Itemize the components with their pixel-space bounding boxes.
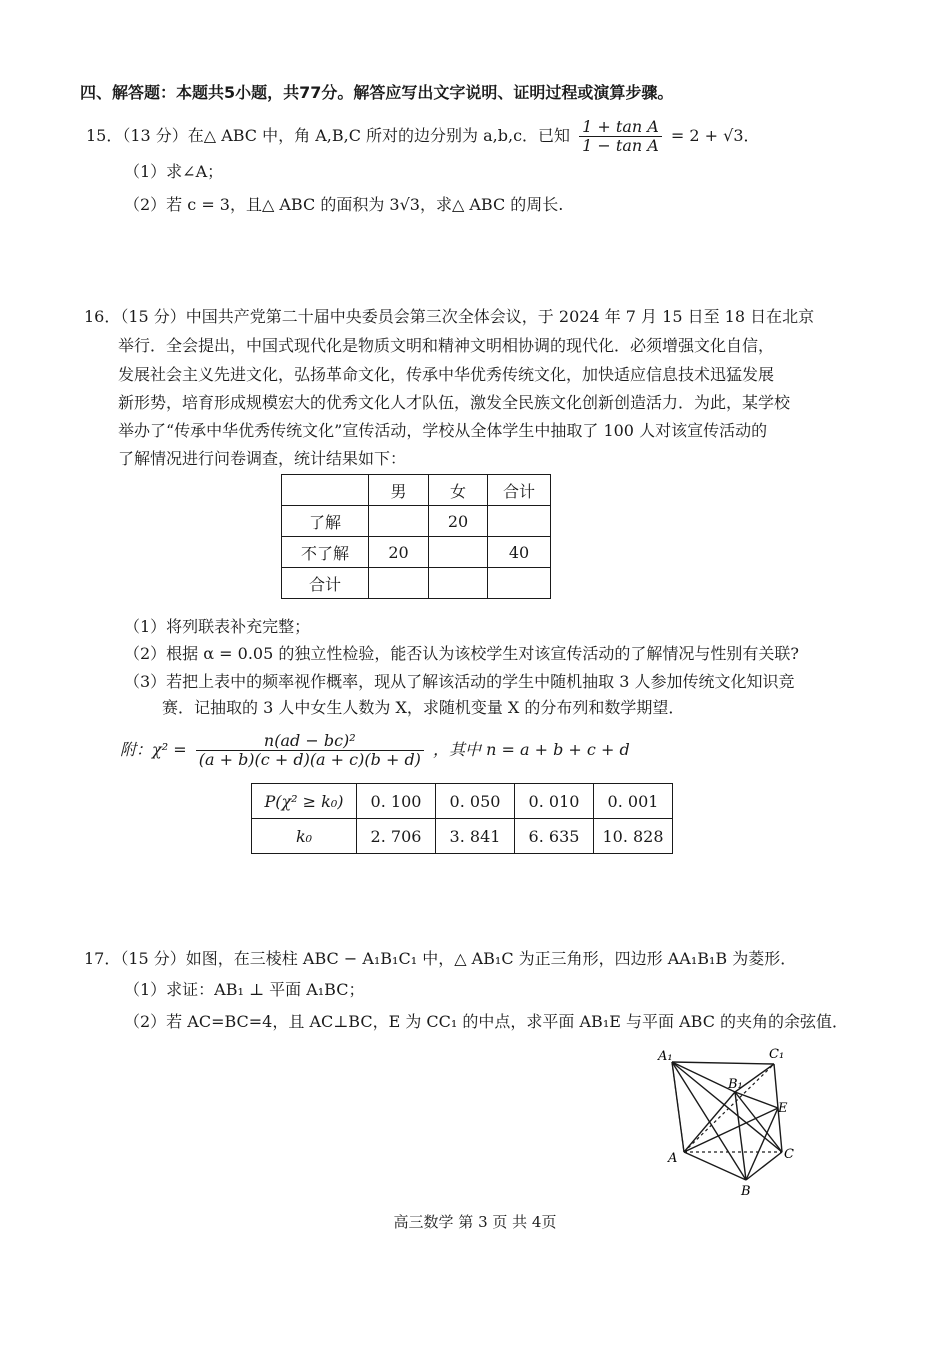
table-cell: 3. 841 — [436, 819, 515, 854]
table-cell: 40 — [488, 537, 551, 568]
contingency-table — [281, 474, 551, 599]
table-header-row — [282, 475, 551, 506]
formula-num: n(ad − bc)² — [196, 732, 424, 751]
table-cell: 了解 — [282, 506, 369, 537]
q16-line-4: 新形势，培育形成规模宏大的优秀文化人才队伍，激发全民族文化创新创造活力．为此，某学校 — [118, 393, 791, 412]
q16-part3b: 赛．记抽取的 3 人中女生人数为 X，求随机变量 X 的分布列和数学期望． — [162, 698, 685, 717]
q15-stem — [86, 118, 760, 155]
q15-fraction — [579, 118, 662, 155]
q16-line-1: 16．（15 分）中国共产党第二十届中央委员会第三次全体会议，于 2024 年 7 月 15 日至 18 日在北京 — [84, 307, 815, 326]
table-row — [252, 819, 673, 854]
table-cell: 10. 828 — [594, 819, 673, 854]
formula-fraction — [196, 732, 424, 769]
table-cell: 20 — [369, 537, 429, 568]
table-row — [282, 568, 551, 599]
table-header-cell — [282, 475, 369, 506]
table-header-cell: 合计 — [488, 475, 551, 506]
vertex-label-c: C — [784, 1147, 794, 1162]
vertex-label-b1: B₁ — [728, 1077, 743, 1092]
vertex-label-c1: C₁ — [769, 1047, 785, 1062]
table-row — [282, 506, 551, 537]
table-cell — [488, 568, 551, 599]
formula-tail: ，其中 n = a + b + c + d — [433, 740, 630, 759]
section-heading: 四、解答题：本题共5小题，共77分。解答应写出文字说明、证明过程或演算步骤。 — [80, 83, 674, 102]
q15-frac-num: 1 + tan A — [579, 118, 662, 137]
table-cell — [429, 537, 488, 568]
vertex-label-b: B — [741, 1184, 751, 1199]
vertex-label-a1: A₁ — [658, 1049, 673, 1064]
table-cell: 20 — [429, 506, 488, 537]
table-row — [252, 784, 673, 819]
q16-line-6: 了解情况进行问卷调查，统计结果如下： — [118, 449, 407, 468]
table-cell: k₀ — [252, 819, 357, 854]
q17-part1: （1）求证：AB₁ ⊥ 平面 A₁BC； — [124, 980, 365, 999]
table-row — [282, 537, 551, 568]
q16-part1: （1）将列联表补充完整； — [124, 617, 311, 636]
table-cell: 0. 001 — [594, 784, 673, 819]
table-cell: 6. 635 — [515, 819, 594, 854]
q17-stem: 17．（15 分）如图，在三棱柱 ABC − A₁B₁C₁ 中，△ AB₁C 为正三角形，四边形 AA₁B₁B 为菱形． — [84, 949, 797, 968]
prism-figure — [650, 1040, 810, 1200]
q15-lead: 15．（13 分）在△ ABC 中，角 A,B,C 所对的边分别为 a,b,c．已知 — [86, 126, 571, 145]
table-cell — [369, 568, 429, 599]
table-cell: 0. 010 — [515, 784, 594, 819]
page-footer: 高三数学 第 3 页 共 4页 — [393, 1213, 557, 1231]
table-cell: 合计 — [282, 568, 369, 599]
formula-den: (a + b)(c + d)(a + c)(b + d) — [198, 750, 421, 769]
vertex-label-a: A — [668, 1151, 678, 1166]
q15-frac-den: 1 − tan A — [582, 136, 659, 155]
critical-value-table — [251, 783, 673, 854]
table-cell: 不了解 — [282, 537, 369, 568]
q15-part2: （2）若 c = 3，且△ ABC 的面积为 3√3，求△ ABC 的周长. — [124, 195, 564, 214]
q16-part3a: （3）若把上表中的频率视作概率，现从了解该活动的学生中随机抽取 3 人参加传统文化知识竞 — [124, 672, 795, 691]
q16-line-5: 举办了“传承中华优秀传统文化”宣传活动，学校从全体学生中抽取了 100 人对该宣传活动的 — [118, 421, 768, 440]
chi-square-formula — [120, 730, 630, 770]
table-cell — [429, 568, 488, 599]
table-cell: P(χ² ≥ k₀) — [252, 784, 357, 819]
table-cell: 2. 706 — [357, 819, 436, 854]
table-cell: 0. 050 — [436, 784, 515, 819]
table-cell — [369, 506, 429, 537]
q16-part2: （2）根据 α = 0.05 的独立性检验，能否认为该校学生对该宣传活动的了解情况与性别有关联? — [124, 644, 799, 663]
q15-rhs: = 2 + √3． — [670, 126, 760, 145]
appendix-label: 附：χ² = — [120, 740, 187, 759]
q17-part2: （2）若 AC=BC=4，且 AC⊥BC，E 为 CC₁ 的中点，求平面 AB₁E 与平面 ABC 的夹角的余弦值． — [124, 1012, 849, 1031]
table-header-cell: 女 — [429, 475, 488, 506]
q16-line-3: 发展社会主义先进文化，弘扬革命文化，传承中华优秀传统文化，加快适应信息技术迅猛发展 — [118, 365, 775, 384]
table-header-cell: 男 — [369, 475, 429, 506]
table-cell: 0. 100 — [357, 784, 436, 819]
q16-line-2: 举行．全会提出，中国式现代化是物质文明和精神文明相协调的现代化．必须增强文化自信， — [118, 336, 775, 355]
table-cell — [488, 506, 551, 537]
q15-part1: （1）求∠A； — [124, 162, 224, 181]
vertex-label-e: E — [778, 1101, 788, 1116]
